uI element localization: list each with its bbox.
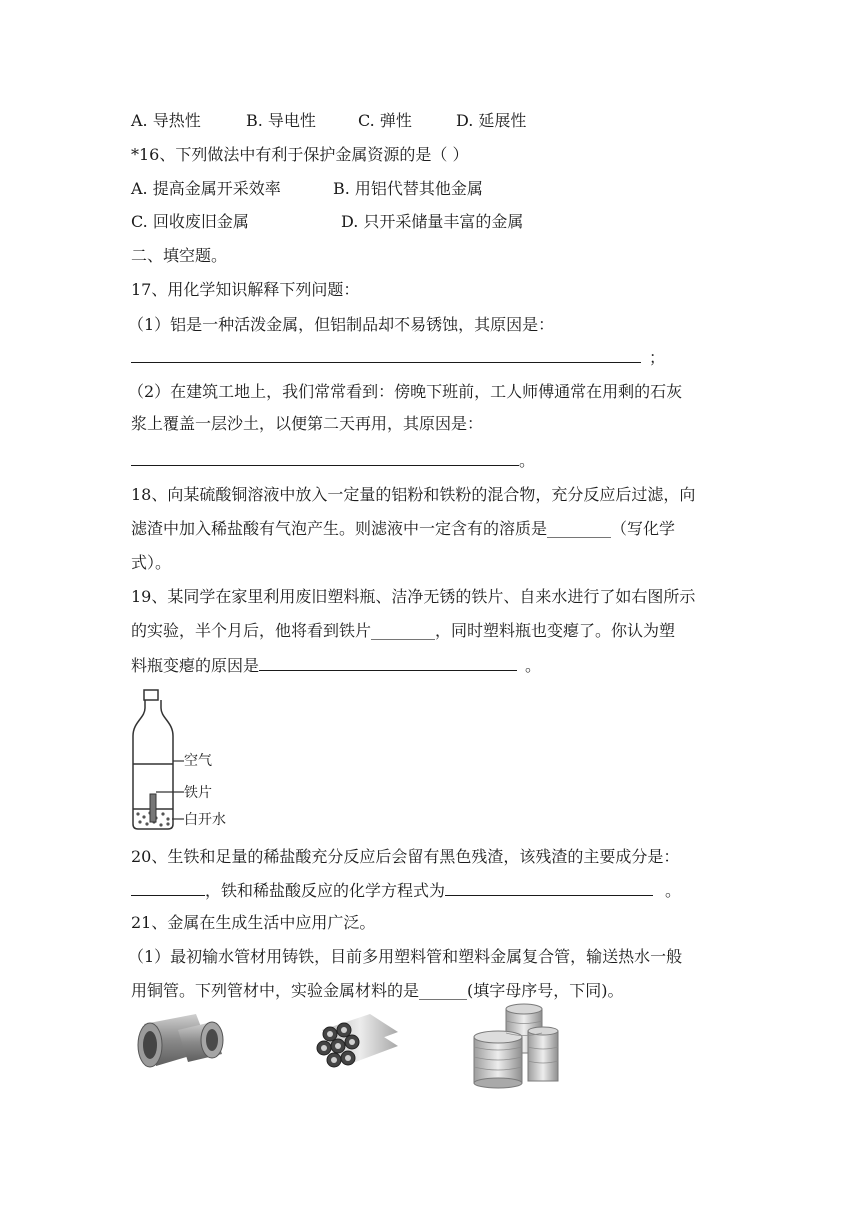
composite-pipe-bundle-image [310, 1012, 400, 1072]
q18-line1: 18、向某硫酸铜溶液中放入一定量的铝粉和铁粉的混合物，充分反应后过滤，向 [131, 485, 696, 504]
answer-blank[interactable] [131, 880, 205, 896]
answer-blank[interactable] [259, 655, 517, 671]
q19-line2: 的实验，半个月后，他将看到铁片________，同时塑料瓶也变瘪了。你认为塑 [131, 621, 676, 640]
q17-stem: 17、用化学知识解释下列问题： [131, 280, 360, 299]
bottle-experiment-figure [126, 688, 186, 833]
q17-part1-end: ； [649, 348, 666, 367]
q20-line2-end: 。 [665, 881, 682, 900]
q15-option-d: D. 延展性 [456, 111, 527, 130]
q21-part1-line2: 用铜管。下列管材中，实验金属材料的是______(填字母序号，下同)。 [131, 981, 624, 1000]
q20-line2-text: ，铁和稀盐酸反应的化学方程式为 [205, 881, 446, 900]
figure-label-iron-sheet: 铁片 [184, 785, 212, 801]
cast-iron-pipe-image [130, 1010, 226, 1074]
q17-part1-answer-line [131, 347, 665, 368]
q19-line3-text: 料瓶变瘪的原因是 [131, 656, 260, 675]
figure-label-boiled-water: 白开水 [184, 812, 226, 828]
q19-line1: 19、某同学在家里利用废旧塑料瓶、洁净无锈的铁片、自来水进行了如右图所示 [131, 587, 696, 606]
q16-option-d: D. 只开采储量丰富的金属 [341, 212, 524, 231]
q17-part2-line2: 浆上覆盖一层沙土，以便第二天再用，其原因是： [131, 414, 484, 433]
q16-option-a: A. 提高金属开采效率 [131, 179, 281, 198]
q18-line2: 滤渣中加入稀盐酸有气泡产生。则滤液中一定含有的溶质是________（写化学 [131, 519, 676, 538]
q17-part2-end: 。 [519, 451, 536, 470]
q16-option-c: C. 回收废旧金属 [131, 212, 249, 231]
figure-label-air: 空气 [184, 753, 212, 769]
answer-blank[interactable] [445, 880, 653, 896]
q21-stem: 21、金属在生成生活中应用广泛。 [131, 913, 376, 932]
copper-pipe-coils-image [470, 1003, 562, 1089]
q15-option-a: A. 导热性 [131, 111, 201, 130]
q18-line3: 式）。 [131, 553, 172, 572]
q21-part1-line1: （1）最初输水管材用铸铁，目前多用塑料管和塑料金属复合管，输送热水一般 [128, 947, 683, 966]
q15-option-c: C. 弹性 [358, 111, 412, 130]
q16-option-b: B. 用铝代替其他金属 [333, 179, 483, 198]
answer-blank[interactable] [131, 347, 641, 363]
q17-part2-line1: （2）在建筑工地上，我们常常看到：傍晚下班前，工人师傅通常在用剩的石灰 [128, 382, 683, 401]
answer-blank[interactable] [131, 450, 519, 466]
q20-line2 [131, 880, 681, 901]
q20-line1: 20、生铁和足量的稀盐酸充分反应后会留有黑色残渣，该残渣的主要成分是： [131, 847, 680, 866]
q16-stem: *16、下列做法中有利于保护金属资源的是（ ） [131, 145, 469, 164]
q17-part1: （1）铝是一种活泼金属，但铝制品却不易锈蚀，其原因是： [128, 315, 555, 334]
q17-part2-answer-line [131, 450, 535, 471]
q15-option-b: B. 导电性 [246, 111, 316, 130]
section-heading: 二、填空题。 [131, 246, 228, 265]
q19-line3 [131, 655, 541, 676]
q19-line3-end: 。 [525, 656, 542, 675]
